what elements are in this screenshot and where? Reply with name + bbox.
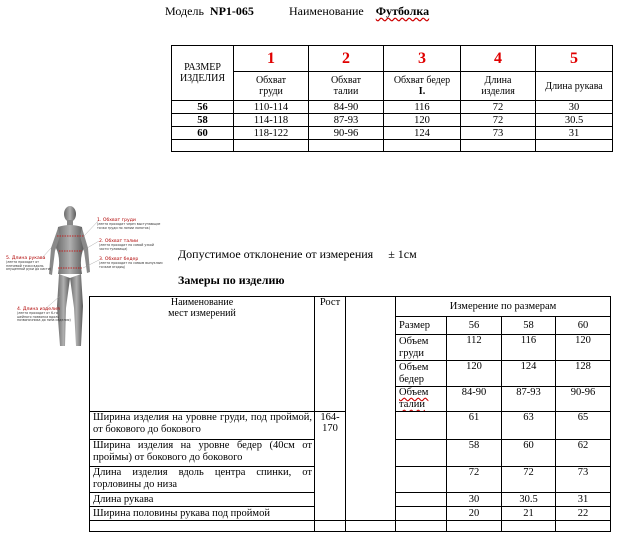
value-cell: 110-114 bbox=[234, 101, 309, 114]
figure-label-note: шейного позвонка вдоль bbox=[17, 314, 60, 319]
value-cell: 72 bbox=[461, 101, 536, 114]
size-header-cell bbox=[172, 46, 234, 101]
col-label-line: Обхват bbox=[330, 75, 362, 86]
col-number: 3 bbox=[384, 46, 461, 72]
height-value-line: 170 bbox=[322, 423, 338, 434]
size-table bbox=[171, 45, 613, 152]
figure-label-note: (лента проходит через выступающие bbox=[97, 222, 161, 226]
value-cell: 31 bbox=[536, 127, 613, 140]
label-cell: Размер bbox=[396, 317, 447, 335]
figure-label-note: (лента проходит от bbox=[6, 260, 39, 264]
size-row bbox=[172, 114, 613, 127]
col-label-line: Длина bbox=[484, 75, 512, 86]
label-cell: Объем талии bbox=[396, 387, 447, 412]
header-name-cell bbox=[90, 297, 315, 412]
value-cell: 60 bbox=[556, 317, 611, 335]
col-number: 2 bbox=[309, 46, 384, 72]
value-cell: 72 bbox=[461, 114, 536, 127]
figure-label-title: 1. Обхват груди bbox=[97, 218, 136, 223]
empty-cell bbox=[396, 507, 447, 521]
header-sizes-cell: Измерение по размерам bbox=[396, 297, 611, 317]
col-label-line: Длина рукава bbox=[545, 80, 603, 92]
empty-cell bbox=[447, 521, 502, 532]
col-label-line: груди bbox=[259, 86, 283, 97]
value-cell: 21 bbox=[502, 507, 556, 521]
empty-row bbox=[172, 140, 613, 152]
value-cell: 84-90 bbox=[309, 101, 384, 114]
figure-label-note: позвоночника до низа изделия) bbox=[17, 318, 71, 323]
figure-label-title: 5. Длина рукава bbox=[6, 256, 46, 261]
tolerance-text: Допустимое отклонение от измерения bbox=[178, 247, 374, 261]
empty-cell bbox=[346, 521, 396, 532]
col-label-line: изделия bbox=[481, 86, 515, 97]
col-label-length bbox=[461, 72, 536, 101]
model-header bbox=[165, 4, 254, 19]
value-cell: 61 bbox=[447, 412, 502, 440]
figure-label-title: 2. Обхват талии bbox=[99, 239, 139, 244]
empty-cell bbox=[309, 140, 384, 152]
header-height-cell: Рост bbox=[315, 297, 346, 412]
empty-row bbox=[90, 521, 611, 532]
figure-label-note: части туловища) bbox=[99, 246, 128, 251]
figure-label-note: точки груди по линии лопаток) bbox=[97, 225, 150, 230]
empty-cell bbox=[556, 521, 611, 532]
figure-label-title: 4. Длина изделия bbox=[17, 307, 60, 312]
size-cell: 60 bbox=[172, 127, 234, 140]
measurements-table bbox=[89, 296, 611, 532]
col-number: 1 bbox=[234, 46, 309, 72]
header-name-line: мест измерений bbox=[168, 308, 236, 319]
empty-cell bbox=[396, 412, 447, 440]
col-label-line: I. bbox=[418, 86, 426, 97]
size-header-line1: РАЗМЕР bbox=[184, 62, 221, 73]
name-value: Футболка bbox=[375, 4, 430, 18]
value-cell: 65 bbox=[556, 412, 611, 440]
label-cell: Объем бедер bbox=[396, 361, 447, 387]
value-cell: 22 bbox=[556, 507, 611, 521]
col-label-hips bbox=[384, 72, 461, 101]
figure-label-note: (лента проходит по самой узкой bbox=[99, 243, 154, 247]
figure-label-note: точкам ягодиц) bbox=[99, 264, 126, 269]
figure-label-note: (лента проходит по самым выпуклым bbox=[99, 261, 163, 265]
col-label-chest bbox=[234, 72, 309, 101]
measurement-name: Ширина половины рукава под проймой bbox=[90, 507, 315, 521]
value-cell: 114-118 bbox=[234, 114, 309, 127]
name-label: Наименование bbox=[289, 4, 364, 18]
value-cell: 30 bbox=[536, 101, 613, 114]
value-cell: 90-96 bbox=[309, 127, 384, 140]
name-header bbox=[289, 4, 429, 19]
col-label-waist bbox=[309, 72, 384, 101]
figure-label-sleeve bbox=[6, 256, 51, 272]
value-cell: 72 bbox=[502, 467, 556, 493]
empty-cell bbox=[396, 467, 447, 493]
empty-cell bbox=[315, 521, 346, 532]
empty-cell bbox=[234, 140, 309, 152]
empty-cell bbox=[536, 140, 613, 152]
empty-cell bbox=[396, 493, 447, 507]
value-cell: 116 bbox=[502, 335, 556, 361]
measurement-name: Ширина изделия на уровне бедер (40см от проймы) от бокового до бокового bbox=[90, 440, 315, 467]
value-cell: 63 bbox=[502, 412, 556, 440]
measurement-name: Ширина изделия на уровне груди, под проймой, от бокового до бокового bbox=[90, 412, 315, 440]
figure-label-note: опущенной руки до кисти) bbox=[6, 267, 52, 272]
empty-cell bbox=[502, 521, 556, 532]
figure-label-length bbox=[17, 307, 71, 323]
height-cell bbox=[315, 412, 346, 521]
model-value: NP1-065 bbox=[209, 4, 254, 18]
size-header-line2: ИЗДЕЛИЯ bbox=[179, 73, 226, 84]
col-number: 4 bbox=[461, 46, 536, 72]
figure-label-hips bbox=[99, 257, 163, 269]
value-cell: 120 bbox=[384, 114, 461, 127]
figure-label-note: (лента проходит от 6-го bbox=[17, 311, 58, 315]
value-cell: 30.5 bbox=[502, 493, 556, 507]
figure-label-chest bbox=[97, 218, 160, 230]
value-cell: 30 bbox=[447, 493, 502, 507]
value-cell: 62 bbox=[556, 440, 611, 467]
value-cell: 73 bbox=[461, 127, 536, 140]
value-cell: 128 bbox=[556, 361, 611, 387]
value-cell: 112 bbox=[447, 335, 502, 361]
tolerance-line bbox=[178, 247, 417, 262]
size-cell: 56 bbox=[172, 101, 234, 114]
value-cell: 58 bbox=[502, 317, 556, 335]
value-cell: 120 bbox=[556, 335, 611, 361]
value-cell: 58 bbox=[447, 440, 502, 467]
value-cell: 72 bbox=[447, 467, 502, 493]
value-cell: 124 bbox=[384, 127, 461, 140]
empty-cell bbox=[396, 521, 447, 532]
col-label-line: талии bbox=[333, 86, 359, 97]
size-row bbox=[172, 127, 613, 140]
value-cell: 73 bbox=[556, 467, 611, 493]
measurements-heading: Замеры по изделию bbox=[178, 273, 285, 287]
value-cell: 118-122 bbox=[234, 127, 309, 140]
empty-cell bbox=[90, 521, 315, 532]
measurement-name: Длина рукава bbox=[90, 493, 315, 507]
value-cell: 60 bbox=[502, 440, 556, 467]
value-cell: 120 bbox=[447, 361, 502, 387]
size-row bbox=[172, 101, 613, 114]
col-label-line: Обхват бедер bbox=[393, 75, 451, 86]
col-number: 5 bbox=[536, 46, 613, 72]
model-label: Модель bbox=[165, 4, 204, 18]
value-cell: 87-93 bbox=[502, 387, 556, 412]
tolerance-value: ± 1см bbox=[388, 247, 417, 261]
size-cell: 58 bbox=[172, 114, 234, 127]
value-cell: 90-96 bbox=[556, 387, 611, 412]
figure-label-waist bbox=[99, 239, 154, 251]
empty-cell bbox=[461, 140, 536, 152]
height-value-line: 164- bbox=[320, 412, 340, 423]
figure-label-title: 3. Обхват бедер bbox=[99, 257, 139, 262]
empty-cell bbox=[384, 140, 461, 152]
value-cell: 31 bbox=[556, 493, 611, 507]
value-cell: 56 bbox=[447, 317, 502, 335]
value-cell: 20 bbox=[447, 507, 502, 521]
measurement-name: Длина изделия вдоль центра спинки, от горловины до низа bbox=[90, 467, 315, 493]
spacer-column bbox=[346, 297, 396, 521]
col-label-line: Обхват bbox=[255, 75, 287, 86]
empty-cell bbox=[172, 140, 234, 152]
value-cell: 87-93 bbox=[309, 114, 384, 127]
header-name-line: Наименование bbox=[170, 297, 234, 308]
value-cell: 116 bbox=[384, 101, 461, 114]
value-cell: 84-90 bbox=[447, 387, 502, 412]
label-cell: Объем груди bbox=[396, 335, 447, 361]
value-cell: 124 bbox=[502, 361, 556, 387]
figure-label-note: плечевой точки вдоль bbox=[6, 263, 44, 268]
col-label-sleeve bbox=[536, 72, 613, 101]
value-cell: 30.5 bbox=[536, 114, 613, 127]
empty-cell bbox=[396, 440, 447, 467]
